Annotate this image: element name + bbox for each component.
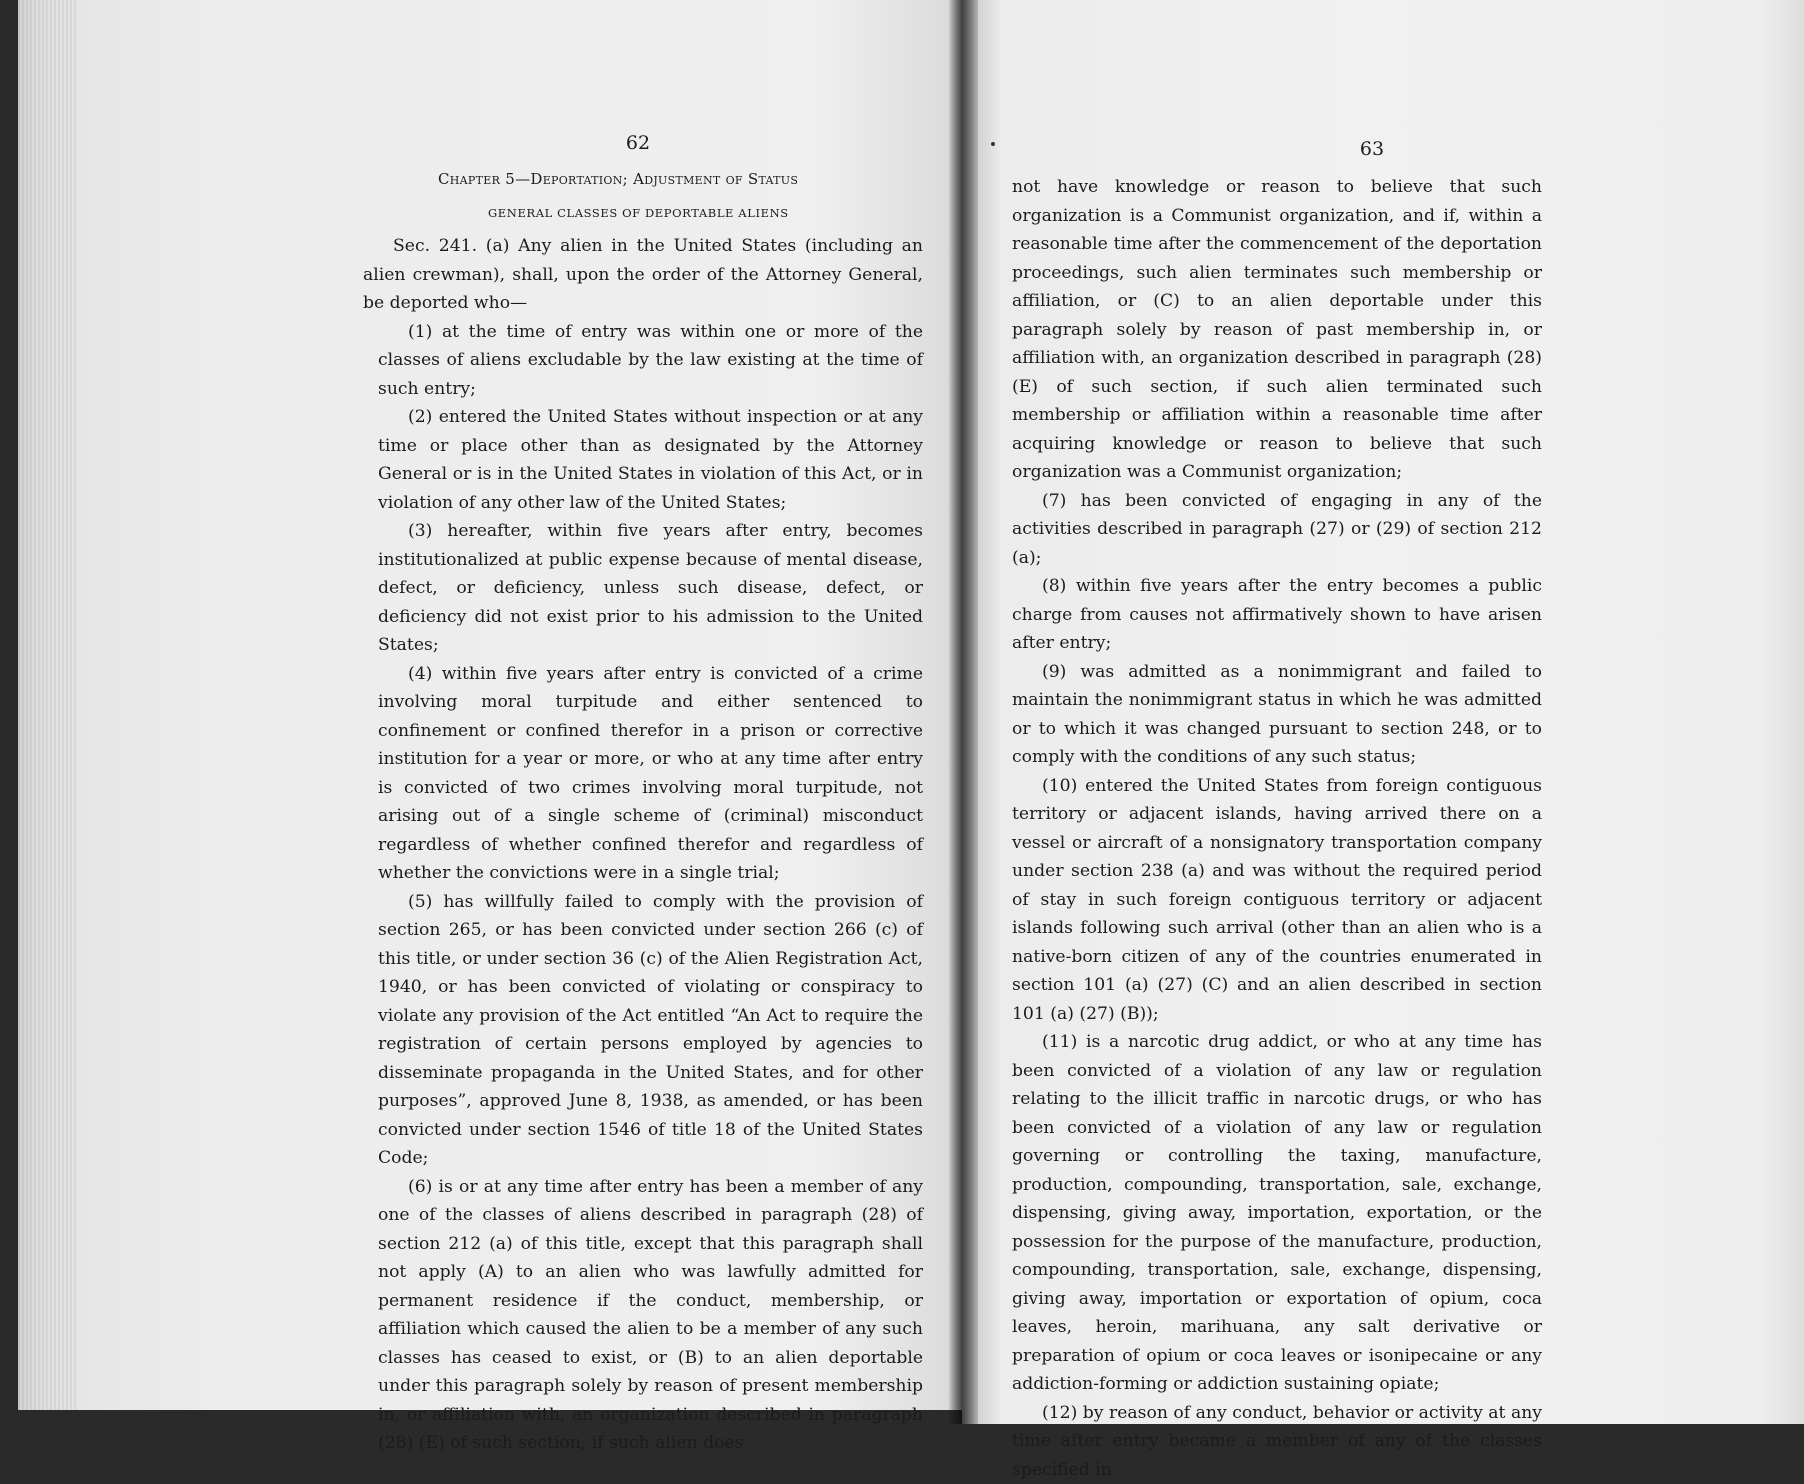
clause-1: (1) at the time of entry was within one or more of the classes of aliens excludable by the law existing at the time of such entry; (363, 318, 923, 404)
section-241-intro: Sec. 241. (a) Any alien in the United States (including an alien crewman), shall, upon the order of the Attorney General, be deported who— (363, 232, 923, 318)
left-page (18, 0, 962, 1410)
clause-5: (5) has willfully failed to comply with the provision of section 265, or has been convicted under section 266 (c) of this title, or under section 36 (c) of the Alien Registration Act, 1940, or has been convicted of violating or conspiracy to violate any provision of the Act entitled “An Act to require the registration of certain persons employed by agencies to disseminate propaganda in the United States, and for other purposes”, approved June 8, 1938, as amended, or has been convicted under section 1546 of title 18 of the United States Code; (363, 888, 923, 1173)
section-heading: GENERAL CLASSES OF DEPORTABLE ALIENS (488, 206, 789, 220)
clause-6-continued: not have knowledge or reason to believe that such organization is a Communist organization, and if, within a reasonable time after the commencement of the deportation proceedings, such alien terminates such membership or affiliation, or (C) to an alien deportable under this paragraph solely by reason of past membership in, or affiliation with, an organization described in paragraph (28) (E) of such section, if such alien terminated such membership or affiliation within a reasonable time after acquiring knowledge or reason to believe that such organization was a Communist organization; (1012, 173, 1542, 487)
clause-6: (6) is or at any time after entry has been a member of any one of the classes of aliens described in paragraph (28) of section 212 (a) of this title, except that this paragraph shall not apply (A) to an alien who was lawfully admitted for permanent residence if the conduct, membership, or affiliation which caused the alien to be a member of any such classes has ceased to exist, or (B) to an alien deportable under this paragraph solely by reason of present membership in, or affiliation with, an organization described in paragraph (28) (E) of such section, if such alien does (363, 1173, 923, 1458)
page-number-right: 63 (1322, 138, 1422, 160)
chapter-heading: Chapter 5—Deportation; Adjustment of Status (438, 170, 798, 188)
clause-3: (3) hereafter, within five years after entry, becomes institutionalized at public expense because of mental disease, defect, or deficiency, unless such disease, defect, or deficiency did not exist prior to his admission to the United States; (363, 517, 923, 660)
ink-speck (991, 142, 995, 146)
right-page (962, 0, 1804, 1424)
right-page-body (1012, 173, 1542, 1484)
clause-7: (7) has been convicted of engaging in any of the activities described in paragraph (27) or (29) of section 212 (a); (1012, 487, 1542, 573)
gutter-shadow (948, 0, 978, 1424)
page-number-left: 62 (588, 132, 688, 154)
clause-8: (8) within five years after the entry becomes a public charge from causes not affirmatively shown to have arisen after entry; (1012, 572, 1542, 658)
clause-2: (2) entered the United States without inspection or at any time or place other than as designated by the Attorney General or is in the United States in violation of this Act, or in violation of any other law of the United States; (363, 403, 923, 517)
clause-10: (10) entered the United States from foreign contiguous territory or adjacent islands, having arrived there on a vessel or aircraft of a nonsignatory transportation company under section 238 (a) and was without the required period of stay in such foreign contiguous territory or adjacent islands following such arrival (other than an alien who is a native-born citizen of any of the countries enumerated in section 101 (a) (27) (C) and an alien described in section 101 (a) (27) (B)); (1012, 772, 1542, 1029)
clause-9: (9) was admitted as a nonimmigrant and failed to maintain the nonimmigrant status in which he was admitted or to which it was changed pursuant to section 248, or to comply with the conditions of any such status; (1012, 658, 1542, 772)
left-page-body (363, 232, 923, 1458)
clause-11: (11) is a narcotic drug addict, or who at any time has been convicted of a violation of any law or regulation relating to the illicit traffic in narcotic drugs, or who has been convicted of a violation of any law or regulation governing or controlling the taxing, manufacture, production, compounding, transportation, sale, exchange, dispensing, giving away, importation, exportation, or the possession for the purpose of the manufacture, production, compounding, transportation, sale, exchange, dispensing, giving away, importation or exportation of opium, coca leaves, heroin, marihuana, any salt derivative or preparation of opium or coca leaves or isonipecaine or any addiction-forming or addiction sustaining opiate; (1012, 1028, 1542, 1399)
page-edge-stack (18, 0, 78, 1410)
clause-12: (12) by reason of any conduct, behavior or activity at any time after entry became a member of any of the classes specified in (1012, 1399, 1542, 1484)
clause-4: (4) within five years after entry is convicted of a crime involving moral turpitude and either sentenced to confinement or confined therefor in a prison or corrective institution for a year or more, or who at any time after entry is convicted of two crimes involving moral turpitude, not arising out of a single scheme of (criminal) misconduct regardless of whether confined therefor and regardless of whether the convictions were in a single trial; (363, 660, 923, 888)
